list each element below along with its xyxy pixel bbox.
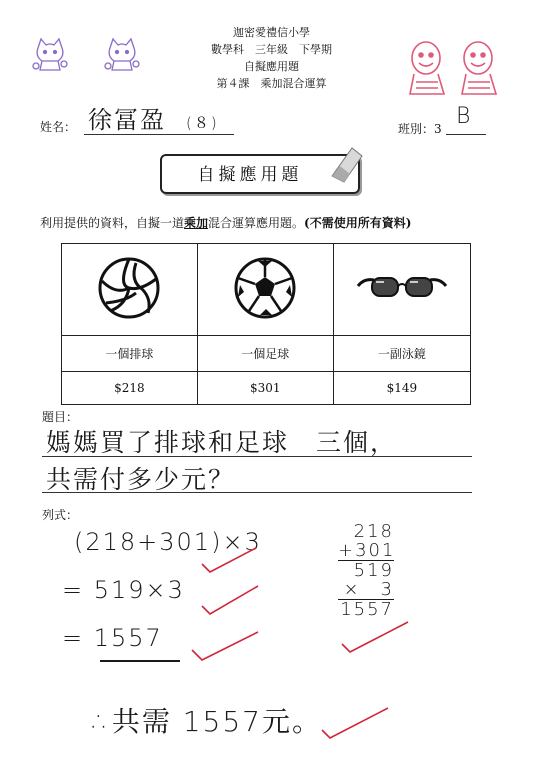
vertical-line: 218 — [353, 521, 394, 542]
class-value: B — [456, 104, 473, 129]
subject-line: 數學科 三年級 下學期 — [211, 43, 332, 56]
soccer-ball-icon — [232, 255, 298, 321]
volleyball-icon — [96, 255, 162, 321]
working-step-2: = 519×3 — [62, 576, 185, 604]
teacher-tick-mark — [200, 584, 260, 618]
working-step-3: = 1557 — [62, 624, 163, 652]
teacher-tick-mark — [190, 630, 260, 664]
item-price: $149 — [333, 372, 470, 405]
final-answer: ∴共需 1557元。 — [92, 705, 322, 738]
item-name: 一個足球 — [197, 336, 333, 372]
item-price: $218 — [62, 372, 198, 405]
name-value: 徐冨盈 — [88, 106, 166, 134]
item-image-cell — [197, 244, 333, 336]
question-label: 題目： — [42, 410, 79, 424]
teacher-tick-mark — [340, 620, 410, 656]
vertical-line: +301 — [338, 540, 396, 561]
item-name: 一副泳鏡 — [333, 336, 470, 372]
vertical-calculation — [338, 522, 394, 619]
item-price: $301 — [197, 372, 333, 405]
class-label: 班別：3 — [398, 122, 442, 136]
items-table — [61, 243, 471, 405]
working-step-1: (218+301)×3 — [74, 528, 262, 556]
vertical-line: × 3 — [338, 580, 394, 600]
swim-goggles-icon — [354, 268, 450, 308]
vertical-line: 1557 — [340, 599, 394, 620]
student-number: (８) — [186, 114, 219, 132]
name-label: 姓名： — [40, 120, 77, 134]
eraser-icon — [326, 142, 366, 186]
banner-title: 自擬應用題 — [197, 165, 303, 185]
teacher-tick-mark — [200, 546, 260, 576]
teacher-tick-mark — [320, 706, 390, 742]
worksheet-title: 自擬應用題 — [244, 60, 299, 73]
lesson-title: 第４課 乘加混合運算 — [216, 77, 327, 90]
vertical-line: 519 — [353, 560, 394, 581]
answer-underline — [100, 660, 180, 662]
question-line-2: 共需付多少元？ — [46, 465, 236, 494]
item-image-cell — [333, 244, 470, 336]
item-name: 一個排球 — [62, 336, 198, 372]
item-image-cell — [62, 244, 198, 336]
working-label: 列式： — [42, 508, 79, 522]
instruction: 利用提供的資料，自擬一道乘加混合運算應用題。(不需使用所有資料) — [40, 216, 412, 230]
school-name: 迦密愛禮信小學 — [233, 26, 310, 39]
question-line-1: 媽媽買了排球和足球 三個， — [46, 428, 398, 457]
